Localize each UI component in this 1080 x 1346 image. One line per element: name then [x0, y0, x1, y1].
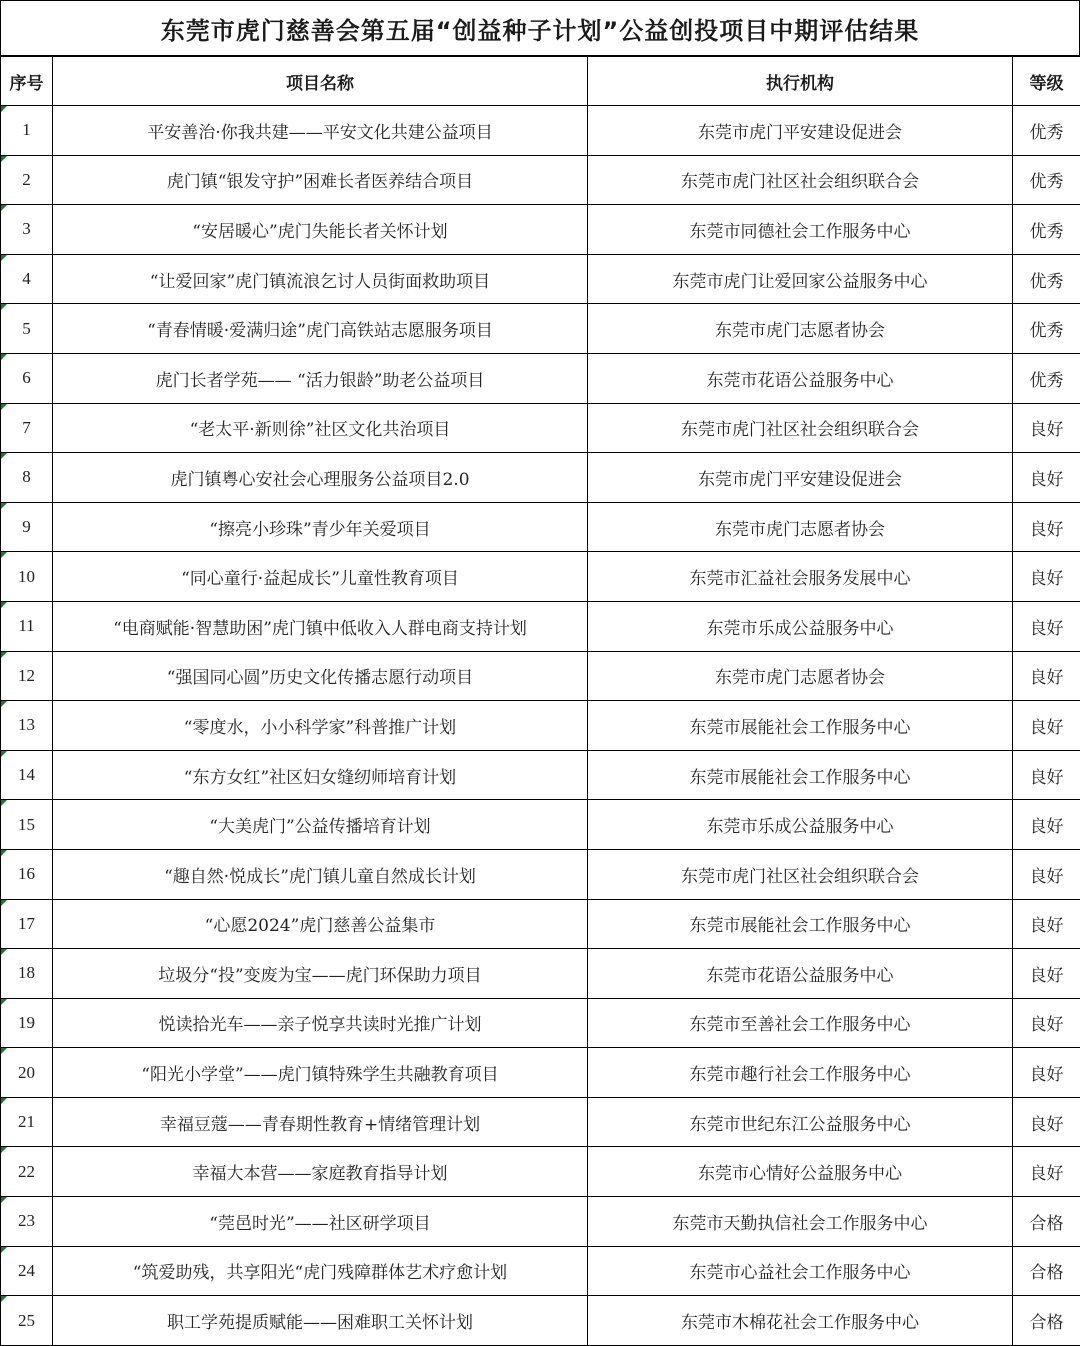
table-row	[1, 403, 1080, 453]
row-grade: 优秀	[1013, 254, 1080, 304]
table-row	[1, 949, 1080, 999]
table-row	[1, 750, 1080, 800]
row-no: 11	[1, 601, 53, 651]
row-project-name: “电商赋能·智慧助困”虎门镇中低收入人群电商支持计划	[53, 601, 588, 651]
row-organization: 东莞市虎门让爱回家公益服务中心	[588, 254, 1013, 304]
row-organization: 东莞市花语公益服务中心	[588, 949, 1013, 999]
row-grade: 优秀	[1013, 155, 1080, 205]
row-project-name: “大美虎门”公益传播培育计划	[53, 800, 588, 850]
table-row	[1, 254, 1080, 304]
row-project-name: “心愿2024”虎门慈善公益集市	[53, 899, 588, 949]
row-no: 18	[1, 949, 53, 999]
row-no: 17	[1, 899, 53, 949]
row-organization: 东莞市虎门社区社会组织联合会	[588, 849, 1013, 899]
row-grade: 良好	[1013, 1097, 1080, 1147]
row-grade: 良好	[1013, 949, 1080, 999]
row-grade: 合格	[1013, 1197, 1080, 1247]
row-organization: 东莞市心益社会工作服务中心	[588, 1246, 1013, 1296]
row-organization: 东莞市趣行社会工作服务中心	[588, 1048, 1013, 1098]
row-project-name: 平安善治·你我共建——平安文化共建公益项目	[53, 106, 588, 156]
row-organization: 东莞市汇益社会服务发展中心	[588, 552, 1013, 602]
table-row	[1, 502, 1080, 552]
row-project-name: “筑爱助残，共享阳光“虎门残障群体艺术疗愈计划	[53, 1246, 588, 1296]
results-table	[0, 56, 1080, 1346]
row-organization: 东莞市虎门社区社会组织联合会	[588, 403, 1013, 453]
row-organization: 东莞市乐成公益服务中心	[588, 601, 1013, 651]
table-row	[1, 304, 1080, 354]
table-row	[1, 155, 1080, 205]
row-organization: 东莞市展能社会工作服务中心	[588, 701, 1013, 751]
row-organization: 东莞市世纪东江公益服务中心	[588, 1097, 1013, 1147]
row-no: 2	[1, 155, 53, 205]
row-organization: 东莞市木棉花社会工作服务中心	[588, 1296, 1013, 1346]
row-project-name: “青春情暖·爱满归途”虎门高铁站志愿服务项目	[53, 304, 588, 354]
table-row	[1, 701, 1080, 751]
row-grade: 合格	[1013, 1296, 1080, 1346]
row-project-name: “安居暖心”虎门失能长者关怀计划	[53, 205, 588, 255]
row-organization: 东莞市展能社会工作服务中心	[588, 899, 1013, 949]
header-organization: 执行机构	[588, 57, 1013, 106]
row-no: 19	[1, 998, 53, 1048]
row-grade: 优秀	[1013, 106, 1080, 156]
table-row	[1, 651, 1080, 701]
row-organization: 东莞市心情好公益服务中心	[588, 1147, 1013, 1197]
row-organization: 东莞市展能社会工作服务中心	[588, 750, 1013, 800]
row-project-name: 虎门长者学苑—— “活力银龄”助老公益项目	[53, 353, 588, 403]
table-row	[1, 106, 1080, 156]
row-no: 20	[1, 1048, 53, 1098]
row-no: 1	[1, 106, 53, 156]
table-row	[1, 353, 1080, 403]
header-no: 序号	[1, 57, 53, 106]
table-row	[1, 1097, 1080, 1147]
row-no: 7	[1, 403, 53, 453]
row-grade: 良好	[1013, 800, 1080, 850]
table-row	[1, 601, 1080, 651]
row-no: 3	[1, 205, 53, 255]
row-organization: 东莞市虎门平安建设促进会	[588, 453, 1013, 503]
row-no: 15	[1, 800, 53, 850]
row-grade: 合格	[1013, 1246, 1080, 1296]
row-no: 23	[1, 1197, 53, 1247]
row-project-name: 垃圾分“投”变废为宝——虎门环保助力项目	[53, 949, 588, 999]
row-no: 21	[1, 1097, 53, 1147]
row-grade: 优秀	[1013, 353, 1080, 403]
table-row	[1, 552, 1080, 602]
row-project-name: “零度水，小小科学家”科普推广计划	[53, 701, 588, 751]
table-header-row	[1, 57, 1080, 106]
row-grade: 良好	[1013, 1048, 1080, 1098]
row-grade: 良好	[1013, 998, 1080, 1048]
row-project-name: 虎门镇粤心安社会心理服务公益项目2.0	[53, 453, 588, 503]
row-project-name: “趣自然·悦成长”虎门镇儿童自然成长计划	[53, 849, 588, 899]
row-no: 22	[1, 1147, 53, 1197]
row-no: 6	[1, 353, 53, 403]
row-organization: 东莞市虎门社区社会组织联合会	[588, 155, 1013, 205]
header-grade: 等级	[1013, 57, 1080, 106]
row-organization: 东莞市虎门平安建设促进会	[588, 106, 1013, 156]
row-grade: 优秀	[1013, 205, 1080, 255]
row-project-name: “东方女红”社区妇女缝纫师培育计划	[53, 750, 588, 800]
row-grade: 良好	[1013, 601, 1080, 651]
table-row	[1, 998, 1080, 1048]
row-project-name: “老太平·新则徐”社区文化共治项目	[53, 403, 588, 453]
row-grade: 良好	[1013, 899, 1080, 949]
row-project-name: “让爱回家”虎门镇流浪乞讨人员街面救助项目	[53, 254, 588, 304]
table-row	[1, 800, 1080, 850]
row-project-name: “同心童行·益起成长”儿童性教育项目	[53, 552, 588, 602]
row-grade: 良好	[1013, 651, 1080, 701]
row-no: 16	[1, 849, 53, 899]
row-no: 24	[1, 1246, 53, 1296]
row-organization: 东莞市乐成公益服务中心	[588, 800, 1013, 850]
page-title: 东莞市虎门慈善会第五届“创益种子计划”公益创投项目中期评估结果	[0, 0, 1080, 56]
table-row	[1, 899, 1080, 949]
row-organization: 东莞市虎门志愿者协会	[588, 304, 1013, 354]
table-row	[1, 1048, 1080, 1098]
row-organization: 东莞市虎门志愿者协会	[588, 651, 1013, 701]
row-no: 10	[1, 552, 53, 602]
row-no: 5	[1, 304, 53, 354]
row-no: 13	[1, 701, 53, 751]
table-body	[1, 106, 1080, 1346]
row-project-name: 悦读拾光车——亲子悦享共读时光推广计划	[53, 998, 588, 1048]
row-organization: 东莞市花语公益服务中心	[588, 353, 1013, 403]
row-no: 25	[1, 1296, 53, 1346]
row-no: 14	[1, 750, 53, 800]
row-no: 12	[1, 651, 53, 701]
row-project-name: “擦亮小珍珠”青少年关爱项目	[53, 502, 588, 552]
row-organization: 东莞市至善社会工作服务中心	[588, 998, 1013, 1048]
row-grade: 良好	[1013, 453, 1080, 503]
row-no: 8	[1, 453, 53, 503]
row-grade: 良好	[1013, 403, 1080, 453]
row-grade: 良好	[1013, 750, 1080, 800]
row-project-name: “莞邑时光”——社区研学项目	[53, 1197, 588, 1247]
table-row	[1, 1296, 1080, 1346]
row-organization: 东莞市虎门志愿者协会	[588, 502, 1013, 552]
table-row	[1, 205, 1080, 255]
table-row	[1, 1246, 1080, 1296]
row-no: 9	[1, 502, 53, 552]
row-grade: 优秀	[1013, 304, 1080, 354]
row-grade: 良好	[1013, 502, 1080, 552]
row-organization: 东莞市天勤执信社会工作服务中心	[588, 1197, 1013, 1247]
row-grade: 良好	[1013, 552, 1080, 602]
row-no: 4	[1, 254, 53, 304]
row-project-name: “阳光小学堂”——虎门镇特殊学生共融教育项目	[53, 1048, 588, 1098]
row-project-name: 虎门镇“银发守护”困难长者医养结合项目	[53, 155, 588, 205]
table-row	[1, 1197, 1080, 1247]
row-grade: 良好	[1013, 849, 1080, 899]
table-row	[1, 453, 1080, 503]
row-grade: 良好	[1013, 1147, 1080, 1197]
row-project-name: “强国同心圆”历史文化传播志愿行动项目	[53, 651, 588, 701]
row-organization: 东莞市同德社会工作服务中心	[588, 205, 1013, 255]
header-project-name: 项目名称	[53, 57, 588, 106]
table-row	[1, 1147, 1080, 1197]
row-project-name: 幸福大本营——家庭教育指导计划	[53, 1147, 588, 1197]
row-grade: 良好	[1013, 701, 1080, 751]
table-row	[1, 849, 1080, 899]
row-project-name: 幸福豆蔻——青春期性教育+情绪管理计划	[53, 1097, 588, 1147]
row-project-name: 职工学苑提质赋能——困难职工关怀计划	[53, 1296, 588, 1346]
